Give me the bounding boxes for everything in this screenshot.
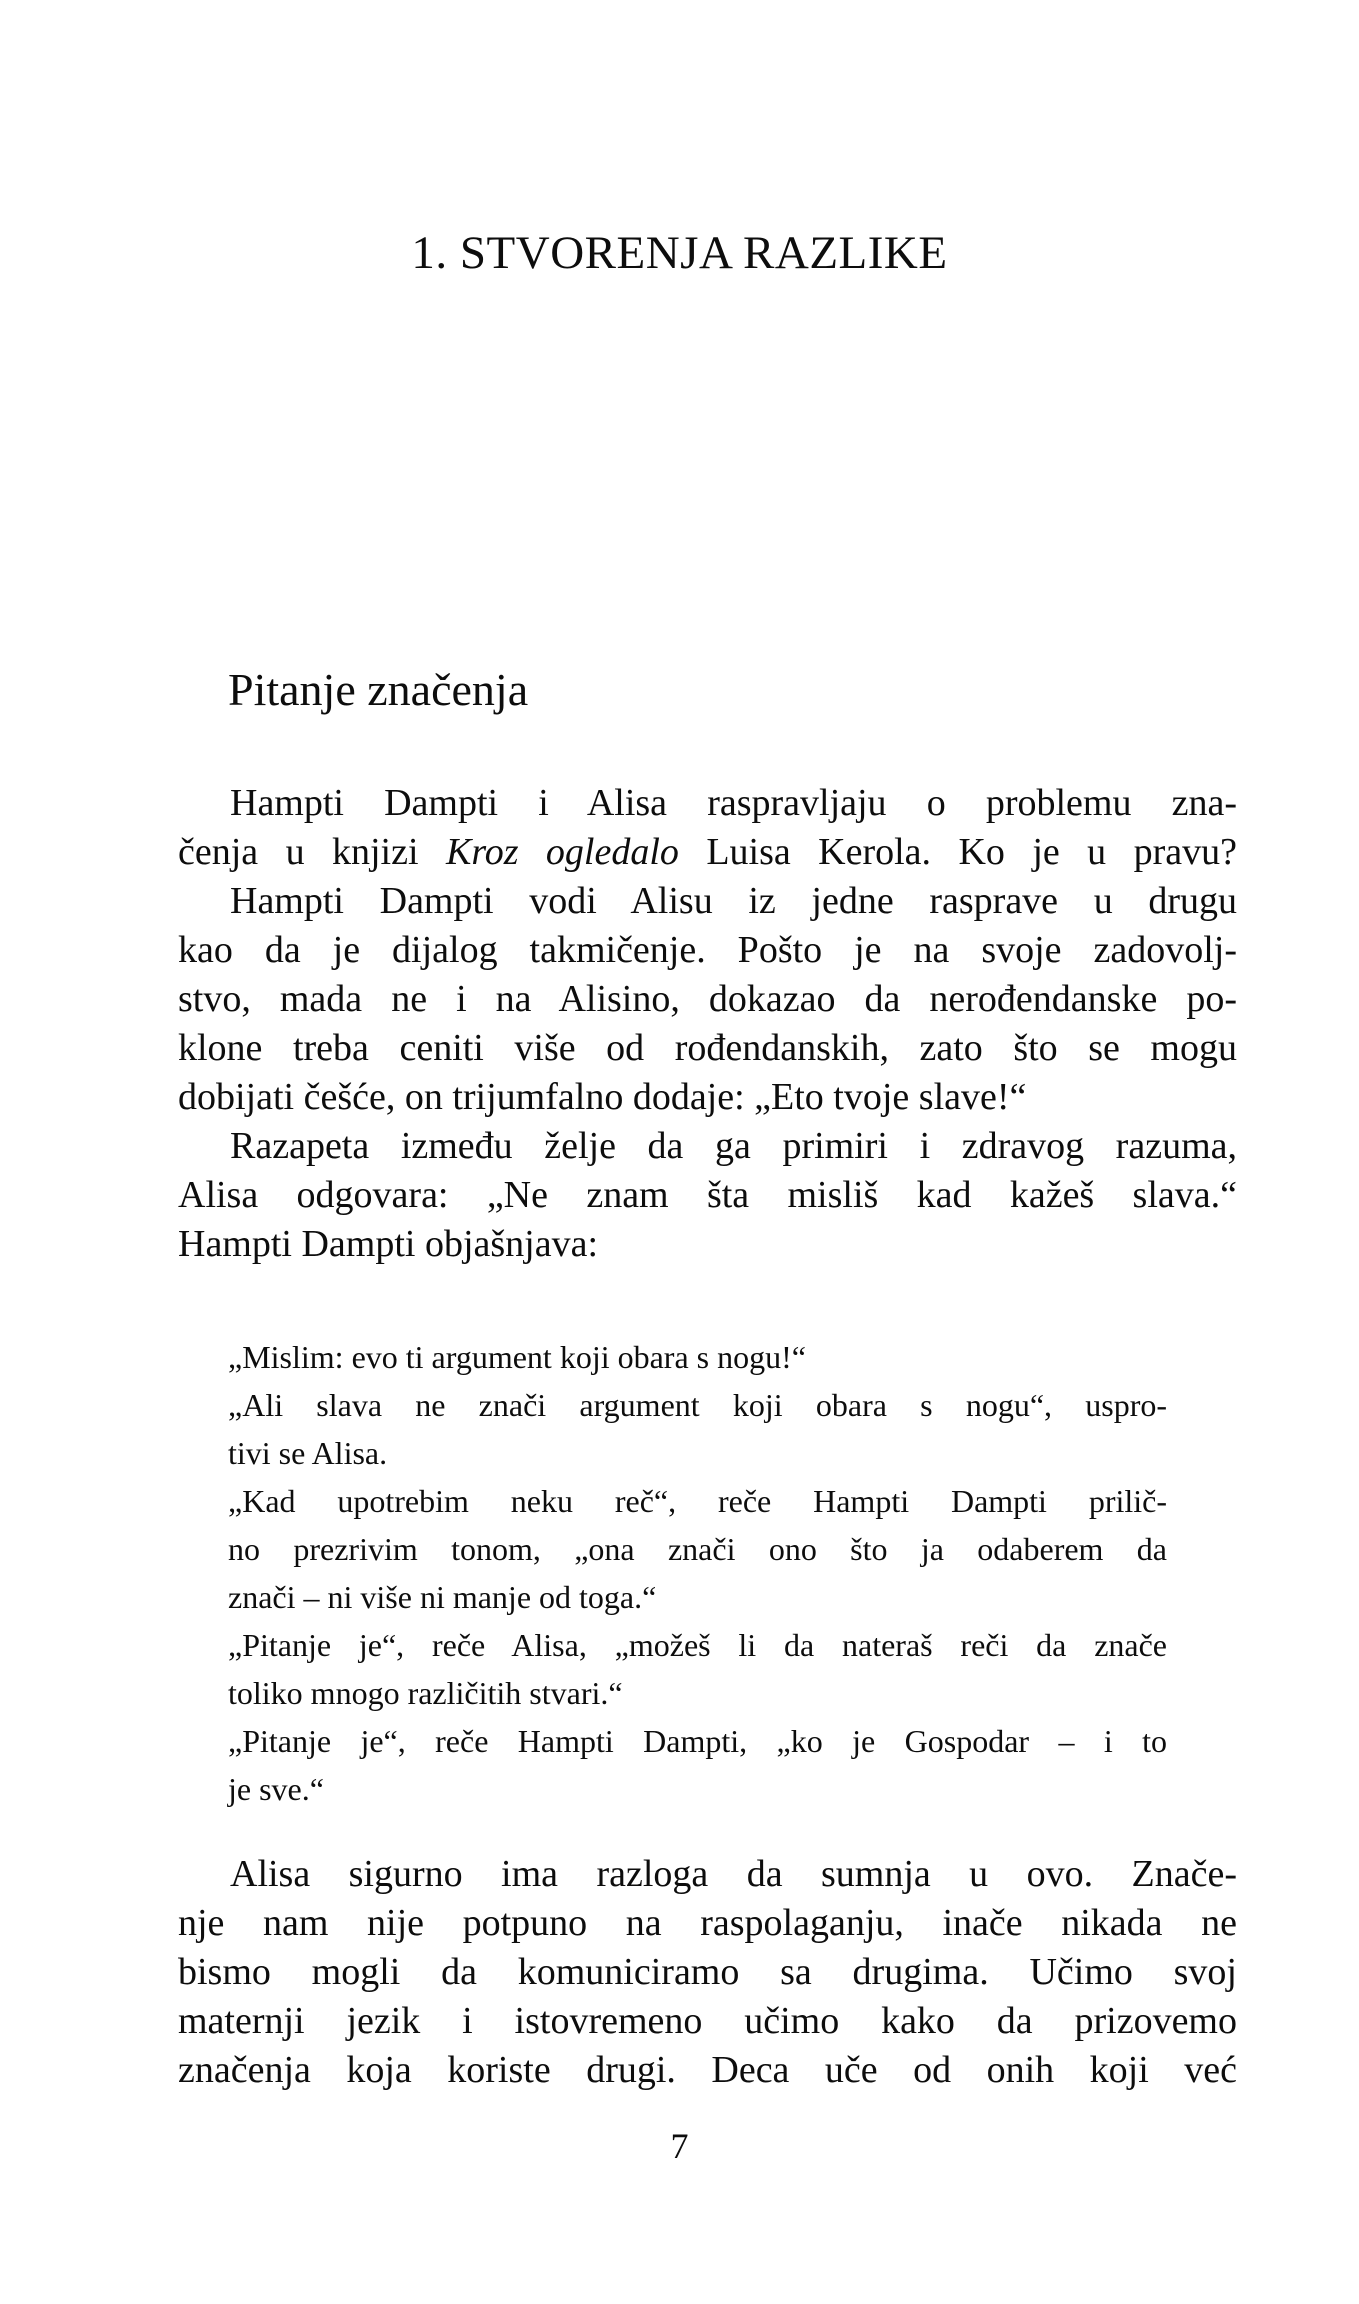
body-line-text: Luisa Kerola. Ko je u pravu? [678, 831, 1237, 873]
body-line: Razapeta između želje da ga primiri i zdravog razuma, [230, 1125, 1237, 1167]
section-heading: Pitanje značenja [228, 664, 529, 715]
quote-line: „Ali slava ne znači argument koji obara s nogu“, uspro- [228, 1387, 1167, 1423]
body-line: Hampti Dampti i Alisa raspravljaju o problemu zna- [230, 782, 1237, 824]
quote-line: toliko mnogo različitih stvari.“ [228, 1675, 623, 1711]
quote-line: tivi se Alisa. [228, 1435, 388, 1471]
book-title-italic: Kroz ogledalo [445, 831, 679, 873]
quote-line: je sve.“ [228, 1771, 324, 1807]
body-line: značenja koja koriste drugi. Deca uče od onih koji već [178, 2049, 1237, 2091]
body-line: klone treba ceniti više od rođendanskih, zato što se mogu [178, 1027, 1237, 1069]
body-line: nje nam nije potpuno na raspolaganju, inače nikada ne [178, 1902, 1237, 1944]
body-line-text: čenja u knjizi [178, 831, 446, 873]
body-line: maternji jezik i istovremeno učimo kako da prizovemo [178, 2000, 1237, 2042]
quote-line: „Pitanje je“, reče Hampti Dampti, „ko je Gospodar – i to [228, 1723, 1167, 1759]
quote-line: „Pitanje je“, reče Alisa, „možeš li da nateraš reči da znače [228, 1627, 1167, 1663]
page-number: 7 [670, 2126, 689, 2166]
body-line [178, 828, 1237, 877]
body-line: dobijati češće, on trijumfalno dodaje: „Eto tvoje slave!“ [178, 1076, 1027, 1118]
body-line: stvo, mada ne i na Alisino, dokazao da nerođendanske po- [178, 978, 1237, 1020]
body-line: kao da je dijalog takmičenje. Pošto je na svoje zadovolj- [178, 929, 1237, 971]
body-line: Hampti Dampti vodi Alisu iz jedne rasprave u drugu [230, 880, 1237, 922]
block-quotation [228, 1333, 1167, 1813]
quote-line: znači – ni više ni manje od toga.“ [228, 1579, 657, 1615]
quote-line: no prezrivim tonom, „ona znači ono što ja odaberem da [228, 1531, 1167, 1567]
quote-line: „Kad upotrebim neku reč“, reče Hampti Dampti prilič- [228, 1483, 1167, 1519]
body-text-upper [178, 779, 1237, 1269]
chapter-title: 1. STVORENJA RAZLIKE [411, 227, 948, 279]
body-text-lower [178, 1850, 1237, 2095]
body-line: bismo mogli da komuniciramo sa drugima. Učimo svoj [178, 1951, 1237, 1993]
quote-line: „Mislim: evo ti argument koji obara s nogu!“ [228, 1339, 806, 1375]
body-line: Hampti Dampti objašnjava: [178, 1223, 599, 1265]
body-line: Alisa odgovara: „Ne znam šta misliš kad kažeš slava.“ [178, 1174, 1237, 1216]
body-line: Alisa sigurno ima razloga da sumnja u ovo. Znače- [230, 1853, 1237, 1895]
